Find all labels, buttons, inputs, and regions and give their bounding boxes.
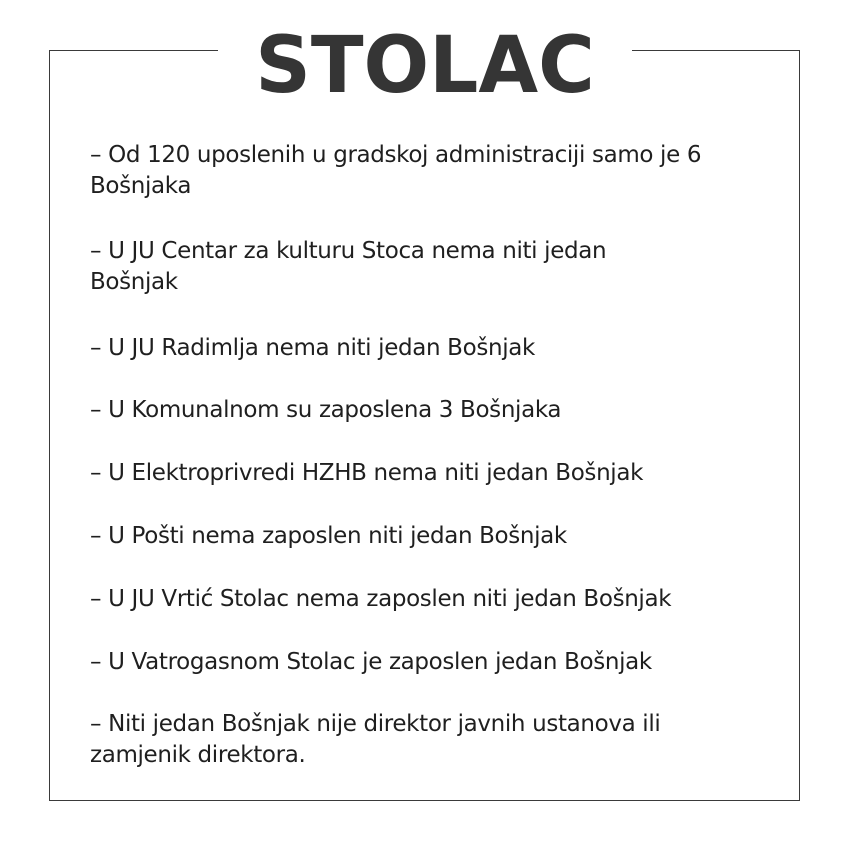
list-item: – U JU Vrtić Stolac nema zaposlen niti jedan Bošnjak	[90, 586, 672, 612]
list-item: – U Komunalnom su zaposlena 3 Bošnjaka	[90, 397, 562, 423]
list-item: – Od 120 uposlenih u gradskoj administraciji samo je 6 Bošnjaka	[90, 142, 702, 199]
list-item: – Niti jedan Bošnjak nije direktor javnih ustanova ili zamjenik direktora.	[90, 711, 661, 768]
list-item: – U JU Centar za kulturu Stoca nema niti jedan Bošnjak	[90, 238, 607, 295]
page-title: STOLAC	[255, 21, 595, 111]
list-item: – U Elektroprivredi HZHB nema niti jedan Bošnjak	[90, 460, 644, 486]
list-item: – U JU Radimlja nema niti jedan Bošnjak	[90, 335, 535, 361]
list-item: – U Pošti nema zaposlen niti jedan Bošnjak	[90, 523, 567, 549]
list-item: – U Vatrogasnom Stolac je zaposlen jedan Bošnjak	[90, 649, 652, 675]
